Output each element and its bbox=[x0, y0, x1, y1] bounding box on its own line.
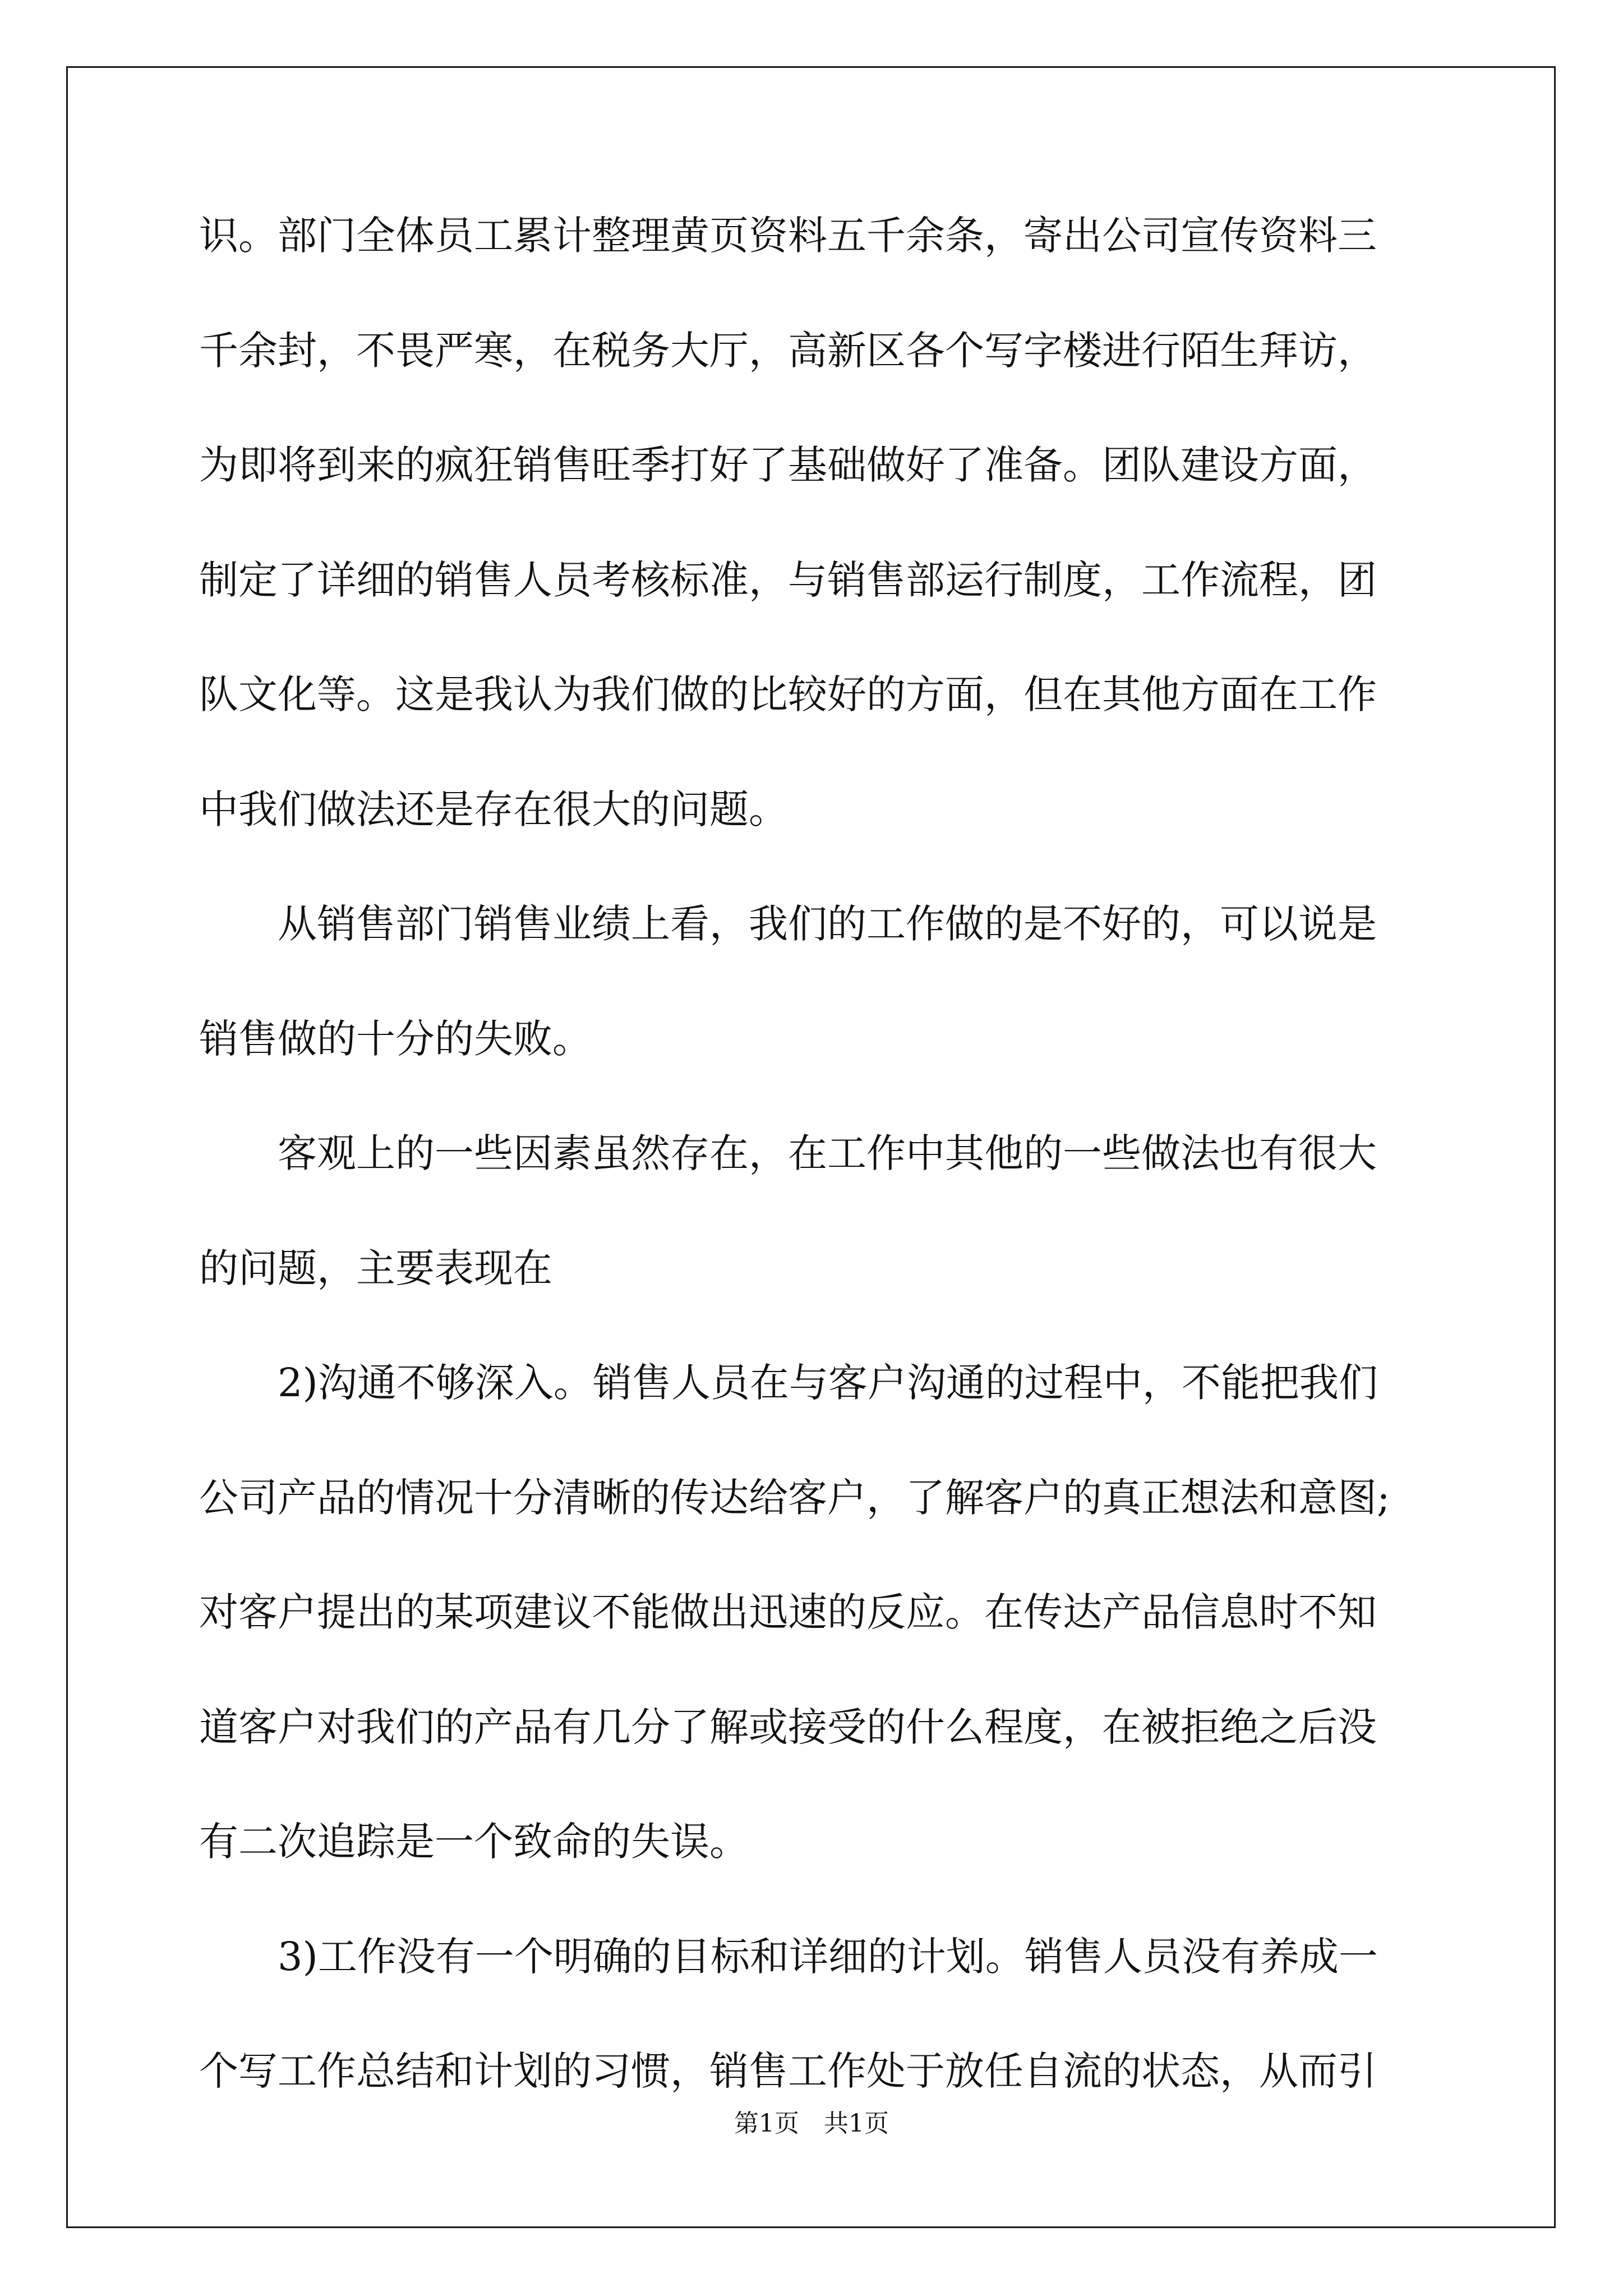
page-footer: 第1页 共1页 bbox=[734, 2109, 889, 2138]
paragraph-start-line: 3)工作没有一个明确的目标和详细的计划。销售人员没有养成一 bbox=[278, 1933, 1378, 1980]
text-line: 个写工作总结和计划的习惯，销售工作处于放任自流的状态，从而引 bbox=[199, 2048, 1377, 2094]
text-line: 的问题，主要表现在 bbox=[199, 1245, 552, 1291]
text-line: 队文化等。这是我认为我们做的比较好的方面，但在其他方面在工作 bbox=[199, 671, 1377, 717]
text-line: 识。部门全体员工累计整理黄页资料五千余条，寄出公司宣传资料三 bbox=[199, 213, 1377, 259]
paragraph-start-line: 客观上的一些因素虽然存在，在工作中其他的一些做法也有很大 bbox=[278, 1130, 1377, 1176]
text-line: 制定了详细的销售人员考核标准，与销售部运行制度，工作流程，团 bbox=[199, 556, 1377, 603]
text-line: 道客户对我们的产品有几分了解或接受的什么程度，在被拒绝之后没 bbox=[199, 1704, 1377, 1750]
text-line: 对客户提出的某项建议不能做出迅速的反应。在传达产品信息时不知 bbox=[199, 1589, 1377, 1635]
text-line: 为即将到来的疯狂销售旺季打好了基础做好了准备。团队建设方面， bbox=[199, 442, 1377, 488]
text-line: 公司产品的情况十分清晰的传达给客户，了解客户的真正想法和意图; bbox=[199, 1474, 1390, 1521]
text-line: 中我们做法还是存在很大的问题。 bbox=[199, 786, 788, 832]
paragraph-start-line: 2)沟通不够深入。销售人员在与客户沟通的过程中，不能把我们 bbox=[278, 1360, 1378, 1406]
text-line: 有二次追踪是一个致命的失误。 bbox=[199, 1819, 749, 1865]
text-line: 销售做的十分的失败。 bbox=[199, 1015, 592, 1062]
paragraph-start-line: 从销售部门销售业绩上看，我们的工作做的是不好的，可以说是 bbox=[278, 901, 1377, 947]
text-line: 千余封，不畏严寒，在税务大厅，高新区各个写字楼进行陌生拜访， bbox=[199, 327, 1377, 374]
document-body bbox=[199, 208, 1433, 2158]
